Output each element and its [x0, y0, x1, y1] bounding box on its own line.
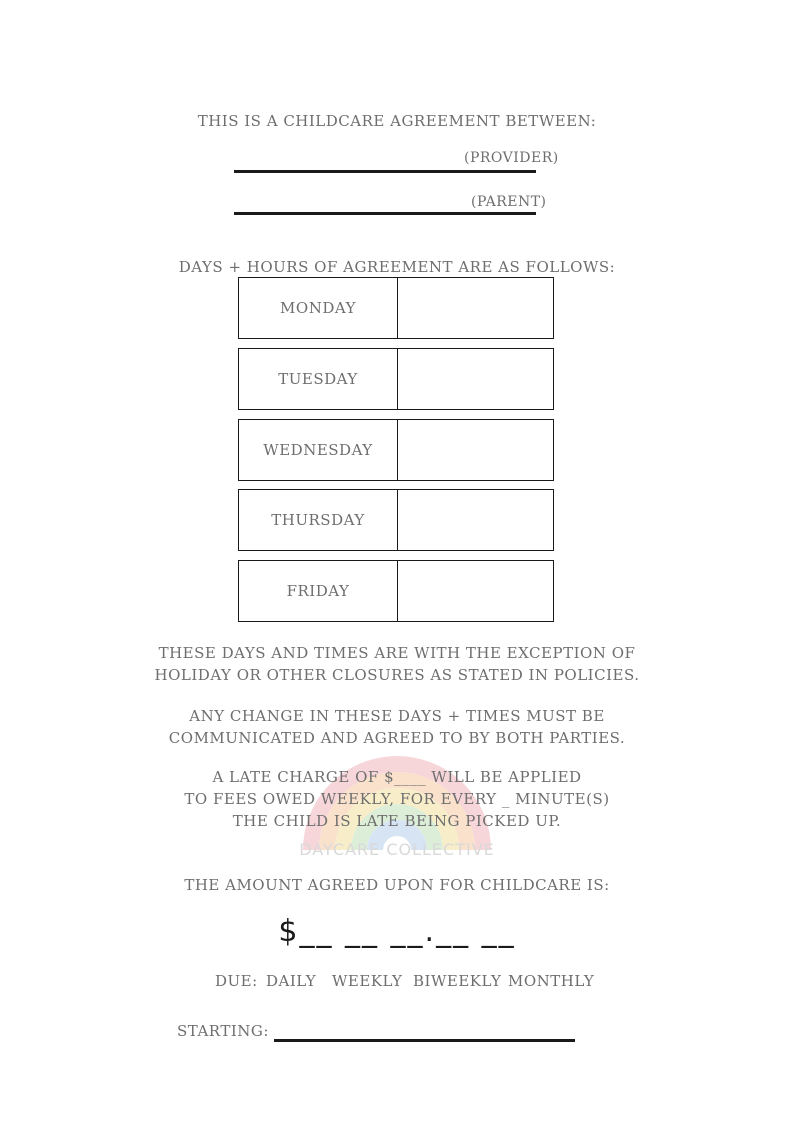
change-line-1: ANY CHANGE IN THESE DAYS + TIMES MUST BE	[189, 707, 605, 725]
hours-field[interactable]	[398, 561, 553, 621]
starting-date-line[interactable]	[274, 1039, 575, 1042]
hours-field[interactable]	[398, 278, 553, 338]
schedule-row-friday	[238, 560, 554, 622]
payment-heading: THE AMOUNT AGREED UPON FOR CHILDCARE IS:	[184, 876, 610, 894]
due-option-daily[interactable]: DAILY	[266, 972, 317, 990]
due-option-monthly[interactable]: MONTHLY	[508, 972, 595, 990]
hours-field[interactable]	[398, 420, 553, 480]
exception-line-2: HOLIDAY OR OTHER CLOSURES AS STATED IN POLICIES.	[154, 666, 640, 684]
late-line-1: A LATE CHARGE OF $____ WILL BE APPLIED	[212, 768, 582, 786]
exception-line-1: THESE DAYS AND TIMES ARE WITH THE EXCEPTION OF	[158, 644, 636, 662]
parent-label: (PARENT)	[471, 194, 547, 210]
change-note	[0, 705, 794, 749]
late-line-3: THE CHILD IS LATE BEING PICKED UP.	[232, 812, 562, 830]
day-label: WEDNESDAY	[239, 420, 398, 480]
due-option-biweekly[interactable]: BIWEEKLY	[413, 972, 502, 990]
watermark-text: DAYCARE COLLECTIVE	[299, 840, 495, 859]
schedule-row-monday	[238, 277, 554, 339]
late-charge-note	[0, 766, 794, 832]
schedule-heading: DAYS + HOURS OF AGREEMENT ARE AS FOLLOWS:	[178, 258, 616, 276]
day-label: MONDAY	[239, 278, 398, 338]
provider-signature-line[interactable]	[234, 170, 536, 173]
hours-field[interactable]	[398, 490, 553, 550]
late-line-2: TO FEES OWED WEEKLY, FOR EVERY _ MINUTE(S)	[184, 790, 610, 808]
schedule-row-thursday	[238, 489, 554, 551]
hours-field[interactable]	[398, 349, 553, 409]
schedule-row-wednesday	[238, 419, 554, 481]
due-label: DUE:	[215, 972, 258, 990]
change-line-2: COMMUNICATED AND AGREED TO BY BOTH PARTIES.	[168, 729, 626, 747]
provider-label: (PROVIDER)	[464, 150, 559, 166]
schedule-row-tuesday	[238, 348, 554, 410]
starting-label: STARTING:	[177, 1022, 269, 1040]
agreement-intro: THIS IS A CHILDCARE AGREEMENT BETWEEN:	[197, 112, 597, 130]
day-label: THURSDAY	[239, 490, 398, 550]
day-label: TUESDAY	[239, 349, 398, 409]
exception-note	[0, 642, 794, 686]
parent-signature-line[interactable]	[234, 212, 536, 215]
due-option-weekly[interactable]: WEEKLY	[332, 972, 403, 990]
day-label: FRIDAY	[239, 561, 398, 621]
amount-field[interactable]: $__ __ __.__ __	[278, 914, 516, 949]
